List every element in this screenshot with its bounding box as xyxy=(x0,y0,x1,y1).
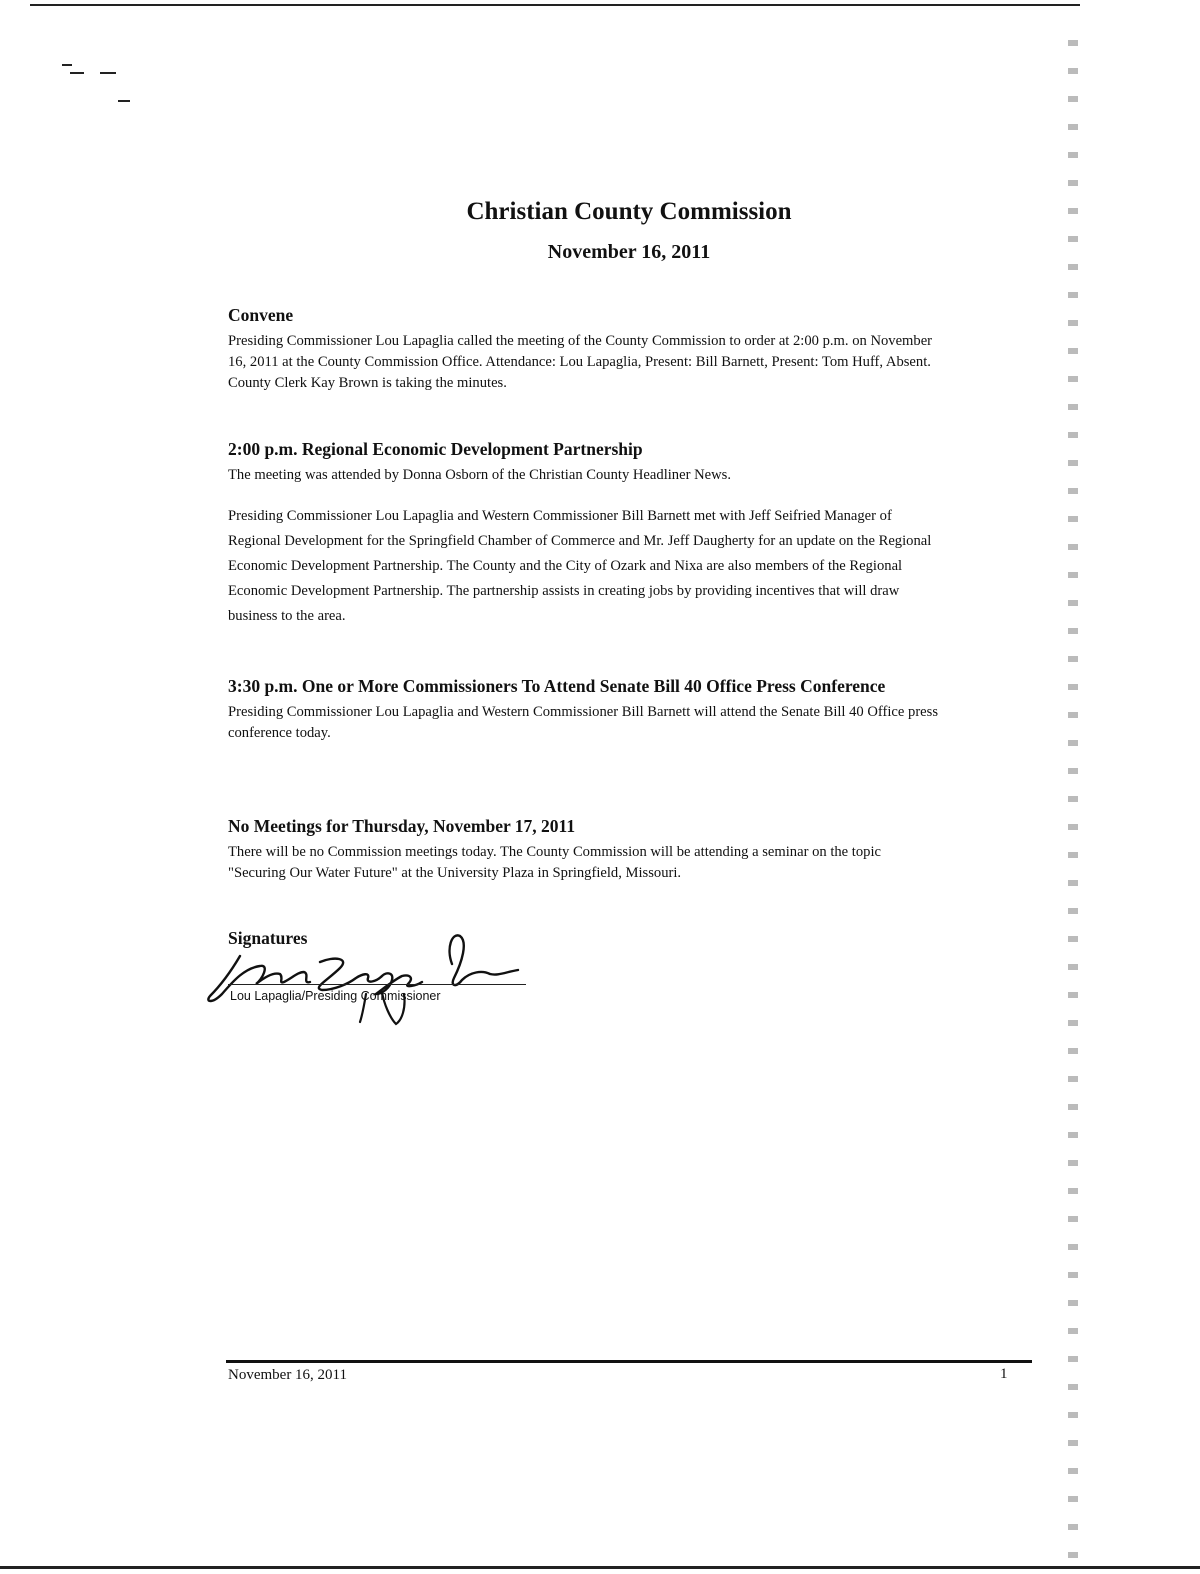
section-regional-economic-development-details xyxy=(228,504,940,629)
scan-right-marks xyxy=(1068,40,1078,1560)
scan-mark xyxy=(62,64,72,66)
section-heading: 2:00 p.m. Regional Economic Development Partnership xyxy=(228,439,643,459)
signatures-heading: Signatures xyxy=(228,928,308,948)
section-regional-economic-development xyxy=(228,436,940,486)
section-paragraph: There will be no Commission meetings today. The County Commission will be attending a seminar on the topic "Securing Our Water Future" at the University Plaza in Springfield, Missouri. xyxy=(228,844,881,881)
footer-page-number: 1 xyxy=(1000,1366,1008,1382)
signature-caption: Lou Lapaglia/Presiding Commissioner xyxy=(230,989,441,1003)
section-senate-bill-press-conference xyxy=(228,673,940,744)
scan-bottom-edge xyxy=(0,1566,1200,1569)
handwritten-signature xyxy=(200,928,540,1028)
section-heading: 3:30 p.m. One or More Commissioners To Attend Senate Bill 40 Office Press Conference xyxy=(228,676,886,696)
footer-rule xyxy=(226,1360,1032,1363)
section-paragraph: Presiding Commissioner Lou Lapaglia and Western Commissioner Bill Barnett will attend the Senate Bill 40 Office press conference today. xyxy=(228,704,939,741)
section-paragraph: Presiding Commissioner Lou Lapaglia and Western Commissioner Bill Barnett met with Jeff Seifried Manager of Regional Development for the Springfield Chamber of Commerce and Mr. Jeff Daugherty for an update on the Regional Economic Development Partnership. The County and the City of Ozark and Nixa are also members of the Regional Economic Development Partnership. The partnership assists in creating jobs by providing incentives that will draw business to the area. xyxy=(228,508,932,624)
scan-top-edge xyxy=(30,4,1080,6)
document-title: Christian County Commission xyxy=(466,198,792,225)
section-convene xyxy=(228,302,940,394)
signature-line xyxy=(228,984,526,985)
scan-mark xyxy=(70,72,84,74)
scan-mark xyxy=(100,72,116,74)
section-heading: Convene xyxy=(228,305,294,325)
document-date: November 16, 2011 xyxy=(547,241,711,263)
footer-date: November 16, 2011 xyxy=(228,1367,348,1383)
section-paragraph: The meeting was attended by Donna Osborn of the Christian County Headliner News. xyxy=(228,467,731,483)
section-heading: No Meetings for Thursday, November 17, 2011 xyxy=(228,816,576,836)
section-no-meetings xyxy=(228,813,940,884)
section-paragraph: Presiding Commissioner Lou Lapaglia called the meeting of the County Commission to order at 2:00 p.m. on November 16, 2011 at the County Commission Office. Attendance: Lou Lapaglia, Present: Bill Barnett, Present: Tom Huff, Absent. County Clerk Kay Brown is taking the minutes. xyxy=(228,333,933,391)
scan-mark xyxy=(118,100,130,102)
